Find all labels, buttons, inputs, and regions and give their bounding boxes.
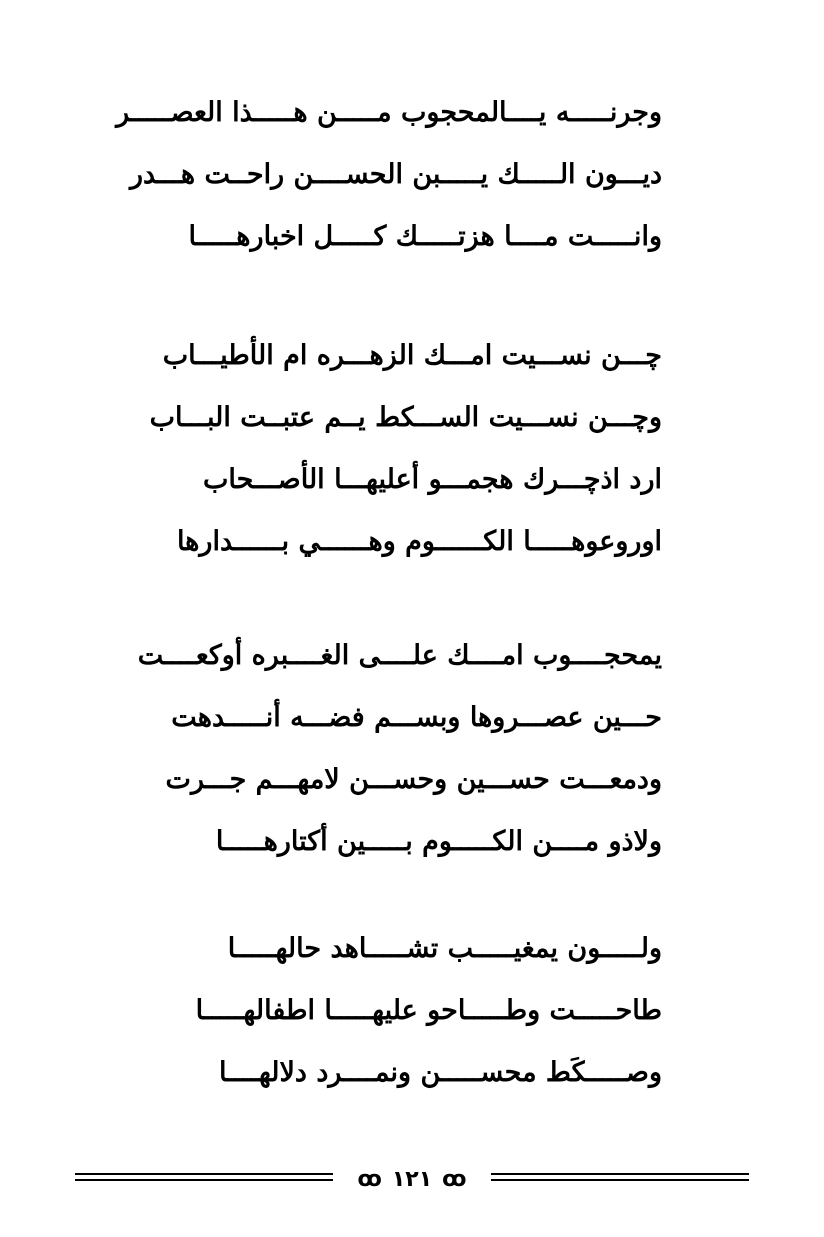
- poem-line: وچـــن نســـيت الســـكط يــم عتبــت البـــاب: [149, 402, 662, 433]
- stanza-1: [116, 82, 662, 268]
- page-footer: [75, 1162, 749, 1196]
- poem-line: وانـــــت مــــا هزتـــــك كـــــل اخبارهـــــا: [188, 221, 662, 252]
- poem-line: ديـــون الـــــك يـــــبن الحســــن راحــت هـــدر: [129, 159, 662, 190]
- poem-line: ودمعـــت حســـين وحســـن لامهـــم جـــرت: [165, 764, 662, 795]
- stanza-4: [162, 918, 662, 1104]
- poem-line: طاحـــــت وطـــــاحو عليهـــــا اطفالهـــــا: [195, 995, 662, 1026]
- page-number-marker: [345, 1162, 479, 1196]
- poem-line: چـــن نســـيت امـــك الزهـــره ام الأطيـــاب: [162, 340, 662, 371]
- poem-line: ولـــــون يمغيـــــب تشـــــاهد حالهـــــا: [227, 933, 662, 964]
- poem-line: حـــين عصـــروها وبســـم فضـــه أنـــــدهت: [171, 702, 662, 733]
- poem-line: ولاذو مــــن الكـــــوم بـــــين أكتارهـــــا: [215, 826, 662, 857]
- poem-line: ارد اذچـــرك هجمـــو أعليهـــا الأصـــحاب: [203, 464, 662, 495]
- poem-line: يمحجــــوب امــــك علــــى الغــــبره أوكعــــت: [137, 640, 662, 671]
- poem-line: وصـــــكَط محســـــن ونمــــرد دلالهــــا: [218, 1057, 662, 1088]
- ornament-right-icon: ꝏ: [442, 1166, 467, 1192]
- stanza-2: [149, 325, 662, 573]
- poem-line: وجرنـــــه يــــالمحجوب مـــــن هـــــذا العصـــــر: [116, 97, 662, 128]
- footer-rule-right: [491, 1173, 749, 1181]
- ornament-left-icon: ꝏ: [357, 1166, 382, 1192]
- footer-rule-left: [75, 1173, 333, 1181]
- stanza-3: [137, 625, 662, 873]
- poem-line: اوروعوهـــــا الكــــــوم وهــــــي بــــــدارها: [176, 526, 662, 557]
- page-number: ١٢١: [391, 1166, 433, 1192]
